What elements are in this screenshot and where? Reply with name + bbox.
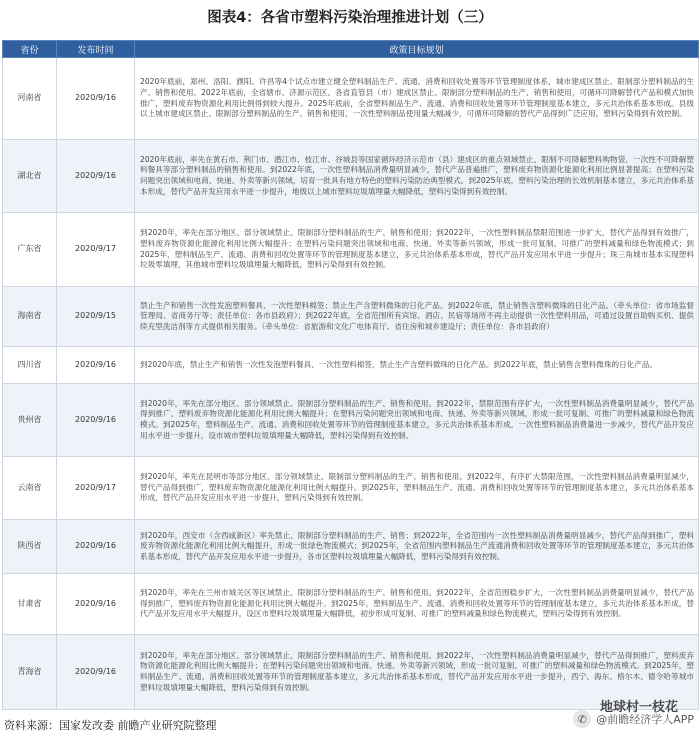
policy-table bbox=[2, 40, 699, 710]
province-cell: 贵州省 bbox=[3, 384, 57, 457]
province-cell: 四川省 bbox=[3, 347, 57, 384]
table-row bbox=[3, 520, 699, 574]
date-cell: 2020/9/15 bbox=[57, 287, 135, 347]
province-cell: 青海省 bbox=[3, 635, 57, 710]
date-cell: 2020/9/16 bbox=[57, 384, 135, 457]
date-cell: 2020/9/17 bbox=[57, 213, 135, 287]
policy-cell: 2020年底前，率先在黄石市、荆门市、潜江市、枝江市、谷城县等国家循环经济示范市（县）建成区的重点领域禁止、限制不可降解塑料购物袋、一次性不可降解塑料餐具等部分塑料制品的销售和使用。到2022年底，一次性塑料制品消费量明显减少，替代产品普遍推广，塑料废弃物资源化能源化利用比例显著提高；在塑料污染问题突出领域和电商、快递、外卖等新兴领域，培育一批具有地方特色的塑料污染防治典型模式。到2025年底，塑料污染治理的长效机制基本建立，多元共治体系基本形成，替代产品开发应用水平进一步提升，地级以上城市塑料垃圾填埋量大幅降低，塑料污染得到有效控制。 bbox=[135, 140, 699, 213]
policy-cell: 到2020年，率先在部分地区、部分领域禁止、限制部分塑料制品的生产、销售和使用；到2022年，一次性塑料制品禁限范围进一步扩大，替代产品得到有效推广，塑料废弃物资源化能源化利用比例大幅提升；在塑料污染问题突出领域和电商、快递、外卖等新兴领域，形成一批可复制、可推广的塑料减量和绿色物流模式；到2025年，塑料制品生产、流通、消费和回收处置等环节的管理制度基本建立，多元共治体系基本形成，替代产品开发应用水平进一步提升；珠三角城市基本实现塑料垃圾零填埋，其他城市塑料垃圾填埋量大幅降低，塑料污染得到有效控制。 bbox=[135, 213, 699, 287]
source-note: 资料来源：国家发改委 前瞻产业研究院整理 bbox=[4, 719, 217, 732]
date-cell: 2020/9/16 bbox=[57, 520, 135, 574]
table-row bbox=[3, 58, 699, 140]
province-cell: 甘肃省 bbox=[3, 574, 57, 635]
province-cell: 湖北省 bbox=[3, 140, 57, 213]
header-policy: 政策目标规划 bbox=[135, 41, 699, 58]
table-row bbox=[3, 457, 699, 520]
province-cell: 河南省 bbox=[3, 58, 57, 140]
header-province: 省份 bbox=[3, 41, 57, 58]
brand-account-name: 地球村一枝花 bbox=[599, 700, 678, 715]
date-cell: 2020/9/16 bbox=[57, 140, 135, 213]
policy-cell: 到2020年，西安市（含西咸新区）率先禁止、限制部分塑料制品的生产、销售；到2022年，全省范围内一次性塑料制品消费量明显减少，替代产品得到推广，塑料废弃物资源化能源化利用比例大幅提升，形成一批绿色物流模式；到2025年，全省范围内塑料制品生产流通消费和回收处置等环节的管理制度基本建立，多元共治体系基本形成，替代产品开发应用水平进一步提升，各市区塑料垃圾填埋量大幅降低，塑料污染得到有效控制。 bbox=[135, 520, 699, 574]
date-cell: 2020/9/16 bbox=[57, 58, 135, 140]
policy-cell: 禁止生产和销售一次性发泡塑料餐具、一次性塑料棉签；禁止生产含塑料微珠的日化产品。到2022年底，禁止销售含塑料微珠的日化产品。（牵头单位：省市场监督管理局、省商务厅等；责任单位：各市县政府）；到2022年底，全省范围所有宾馆、酒店、民宿等场所不再主动提供一次性塑料用品，可通过设置自助购买机、提供续充型洗洁剂等方式提供相关服务。（牵头单位：省旅游和文化广电体育厅、省住房和城乡建设厅；责任单位：各市县政府） bbox=[135, 287, 699, 347]
province-cell: 广东省 bbox=[3, 213, 57, 287]
policy-cell: 到2020年，率先在昆明市等部分地区、部分领域禁止、限制部分塑料制品的生产、销售和使用。到2022年，有序扩大禁限范围，一次性塑料制品消费量明显减少，替代产品得到推广，塑料废弃物资源化能源化利用比例大幅提升。到2025年，塑料制品生产、流通、消费和回收处置等环节的管理制度基本建立，多元共治体系基本形成，替代产品开发应用水平进一步提升，塑料污染得到有效控制。 bbox=[135, 457, 699, 520]
brand-label: @前瞻经济学人APP bbox=[596, 713, 694, 726]
table-row bbox=[3, 635, 699, 710]
date-cell: 2020/9/16 bbox=[57, 574, 135, 635]
policy-cell: 2020年底前，郑州、洛阳、濮阳、许昌等4个试点市建立健全塑料制品生产、流通、消费和回收处置等环节管理制度体系，城市建成区禁止、限制部分塑料制品的生产、销售和使用。2022年底前，全省辖市、济源示范区、各省直管县（市）建成区禁止、限制部分塑料制品的生产、销售和使用，可循环可降解替代产品和模式加快推广，塑料废弃物资源化利用比例得到较大提升。2025年底前，全省塑料制品生产、流通、消费和回收处置等环节管理制度基本建立，多元共治体系基本形成。县级以上城市建成区禁止、限制部分塑料制品的生产、销售和使用，一次性塑料制品使用量大幅减少，可循环可降解的替代产品得到广泛应用，塑料污染得到有效控制。 bbox=[135, 58, 699, 140]
table-row bbox=[3, 347, 699, 384]
date-cell: 2020/9/16 bbox=[57, 347, 135, 384]
brand-watermark bbox=[573, 710, 694, 728]
figure-title: 图表4：各省市塑料污染治理推进计划（三） bbox=[207, 10, 493, 26]
table-row bbox=[3, 574, 699, 635]
policy-cell: 到2020年，率先在兰州市城关区等区域禁止、限制部分塑料制品的生产、销售和使用。到2022年，全省范围稳步扩大，一次性塑料制品消费量明显减少，替代产品得到推广，塑料废弃物资源化能源化利用比例大幅提升。到2025年，塑料制品生产、流通、消费和回收处置等环节的管理制度基本建立，多元共治体系基本形成，替代产品开发应用水平大幅提升，设区市塑料垃圾填埋量大幅降低，初步形成可复制、可推广的塑料减量和绿色物流模式，塑料污染得到有效控制。 bbox=[135, 574, 699, 635]
policy-cell: 到2020年，率先在部分地区、部分领域禁止、限制部分塑料制品的生产、销售和使用。到2022年，一次性塑料制品消费量明显减少，替代产品得到推广，塑料废弃物资源化能源化利用比例大幅提升；在塑料污染问题突出领域和电商、快递、外卖等新兴领域，形成一批可复制、可推广的塑料减量和绿色物流模式。到2025年，塑料制品生产、流通、消费和回收处置等环节的管理制度基本建立，多元共治体系基本形成，替代产品开发应用水平进一步提升，西宁、海东、格尔木、德令哈等城市塑料垃圾填埋量大幅降低，塑料污染得到有效控制。 bbox=[135, 635, 699, 710]
policy-cell: 到2020年，率先在部分地区、部分领域禁止、限制部分塑料制品的生产、销售和使用。到2022年，禁限范围有序扩大，一次性塑料制品消费量明显减少，替代产品得到推广，塑料废弃物资源化能源化利用比例大幅提升；在塑料污染问题突出领域和电商、快递、外卖等新兴领域，形成一批可复制、可推广的塑料减量和绿色物流模式。到2025年，塑料制品生产、流通、消费和回收处置等环节的管理制度基本建立，多元共治体系基本形成，一次性塑料制品消费量进一步减少，替代产品开发应用水平进一步提升，设市城市塑料垃圾填埋量大幅降低，塑料污染得到有效控制。 bbox=[135, 384, 699, 457]
policy-cell: 到2020年底，禁止生产和销售一次性发泡塑料餐具、一次性塑料棉签，禁止生产含塑料微珠的日化产品。到2022年底，禁止销售含塑料微珠的日化产品。 bbox=[135, 347, 699, 384]
table-row bbox=[3, 213, 699, 287]
date-cell: 2020/9/17 bbox=[57, 457, 135, 520]
table-row bbox=[3, 140, 699, 213]
date-cell: 2020/9/16 bbox=[57, 635, 135, 710]
header-date: 发布时间 bbox=[57, 41, 135, 58]
table-row bbox=[3, 287, 699, 347]
province-cell: 陕西省 bbox=[3, 520, 57, 574]
table-row bbox=[3, 384, 699, 457]
wechat-icon: ✆ bbox=[573, 710, 591, 728]
table-header-row bbox=[3, 41, 699, 58]
province-cell: 云南省 bbox=[3, 457, 57, 520]
province-cell: 海南省 bbox=[3, 287, 57, 347]
